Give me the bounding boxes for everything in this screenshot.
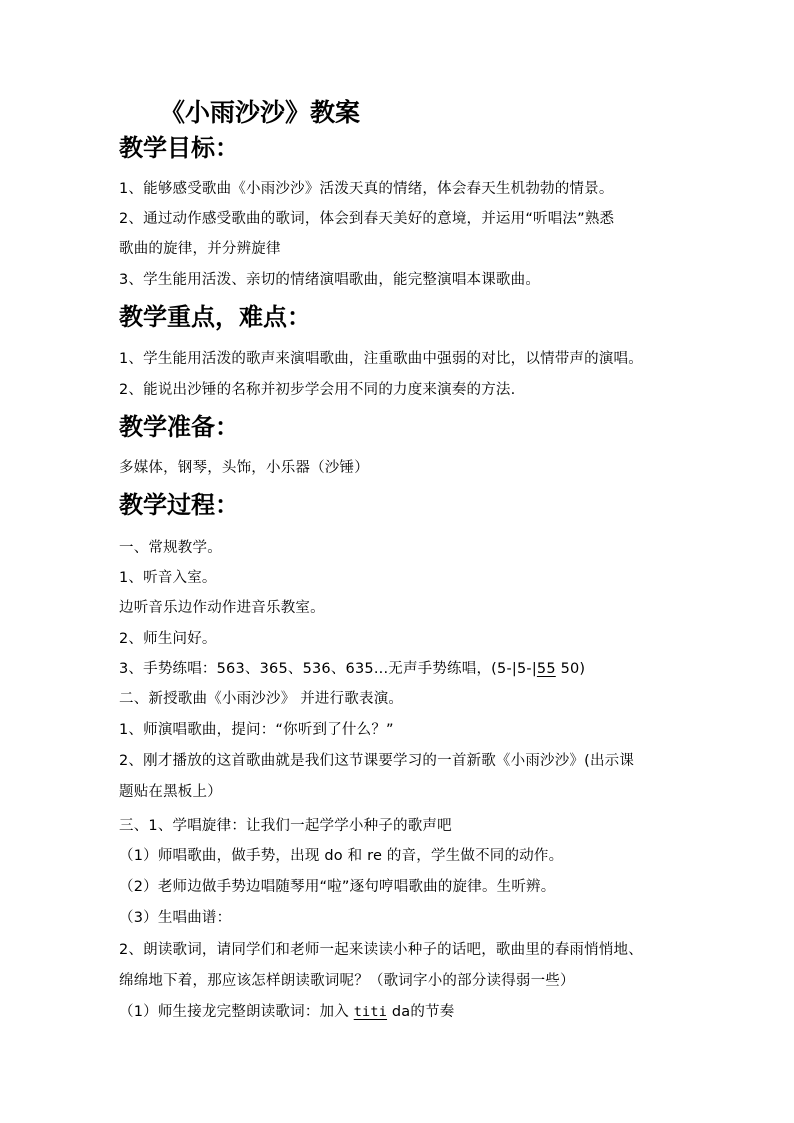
goals-line-2: 2、通过动作感受歌曲的歌词，体会到春天美好的意境，并运用“听唱法”熟悉 xyxy=(119,211,615,227)
process-line-15: 绵绵地下着，那应该怎样朗读歌词呢？（歌词字小的部分读得弱一些） xyxy=(119,973,575,989)
process-line-5-tail: 50) xyxy=(555,661,586,677)
process-line-5 xyxy=(119,659,585,679)
heading-key-points: 教学重点，难点： xyxy=(119,302,311,331)
goals-line-1: 1、能够感受歌曲《小雨沙沙》活泼天真的情绪，体会春天生机勃勃的情景。 xyxy=(119,181,614,197)
prep-line-1: 多媒体，钢琴，头饰，小乐器（沙锤） xyxy=(119,460,369,476)
process-line-12: （2）老师边做手势边唱随琴用“啦”逐句哼唱歌曲的旋律。生听辨。 xyxy=(119,879,556,895)
process-line-5-text: 3、手势练唱：563、365、536、635...无声手势练唱，(5-|5-| xyxy=(119,661,537,677)
process-line-4: 2、师生问好。 xyxy=(119,631,217,647)
key-line-1: 1、学生能用活泼的歌声来演唱歌曲，注重歌曲中强弱的对比，以情带声的演唱。 xyxy=(119,351,643,367)
process-line-8: 2、刚才播放的这首歌曲就是我们这节课要学习的一首新歌《小雨沙沙》(出示课 xyxy=(119,753,635,769)
heading-process: 教学过程： xyxy=(119,490,239,519)
underlined-rhythm: titi xyxy=(353,1004,388,1020)
process-line-6: 二、新授歌曲《小雨沙沙》 并进行歌表演。 xyxy=(119,691,404,707)
process-line-11: （1）师唱歌曲，做手势，出现 do 和 re 的音，学生做不同的动作。 xyxy=(119,848,564,864)
process-line-3: 边听音乐边作动作进音乐教室。 xyxy=(119,600,325,616)
page-title: 《小雨沙沙》教案 xyxy=(160,98,361,127)
process-line-2: 1、听音入室。 xyxy=(119,570,217,586)
process-line-14: 2、朗读歌词，请同学们和老师一起来读读小种子的话吧，歌曲里的春雨悄悄地、 xyxy=(119,942,643,958)
heading-preparation: 教学准备： xyxy=(119,412,239,441)
process-line-7: 1、师演唱歌曲，提问：“你听到了什么？” xyxy=(119,722,394,738)
process-line-16 xyxy=(119,1002,454,1022)
key-line-2: 2、能说出沙锤的名称并初步学会用不同的力度来演奏的方法. xyxy=(119,382,516,398)
heading-goals: 教学目标： xyxy=(119,133,239,162)
process-line-9: 题贴在黑板上） xyxy=(119,784,222,800)
process-line-16-text: （1）师生接龙完整朗读歌词：加入 xyxy=(119,1004,354,1020)
underlined-notes: 55 xyxy=(536,661,556,677)
process-line-1: 一、常规教学。 xyxy=(119,540,222,556)
goals-line-3: 歌曲的旋律，并分辨旋律 xyxy=(119,241,281,257)
process-line-16-tail: da的节奏 xyxy=(387,1004,455,1020)
process-line-13: （3）生唱曲谱： xyxy=(119,910,232,926)
goals-line-4: 3、学生能用活泼、亲切的情绪演唱歌曲，能完整演唱本课歌曲。 xyxy=(119,272,541,288)
process-line-10: 三、1、学唱旋律：让我们一起学学小种子的歌声吧 xyxy=(119,818,452,834)
